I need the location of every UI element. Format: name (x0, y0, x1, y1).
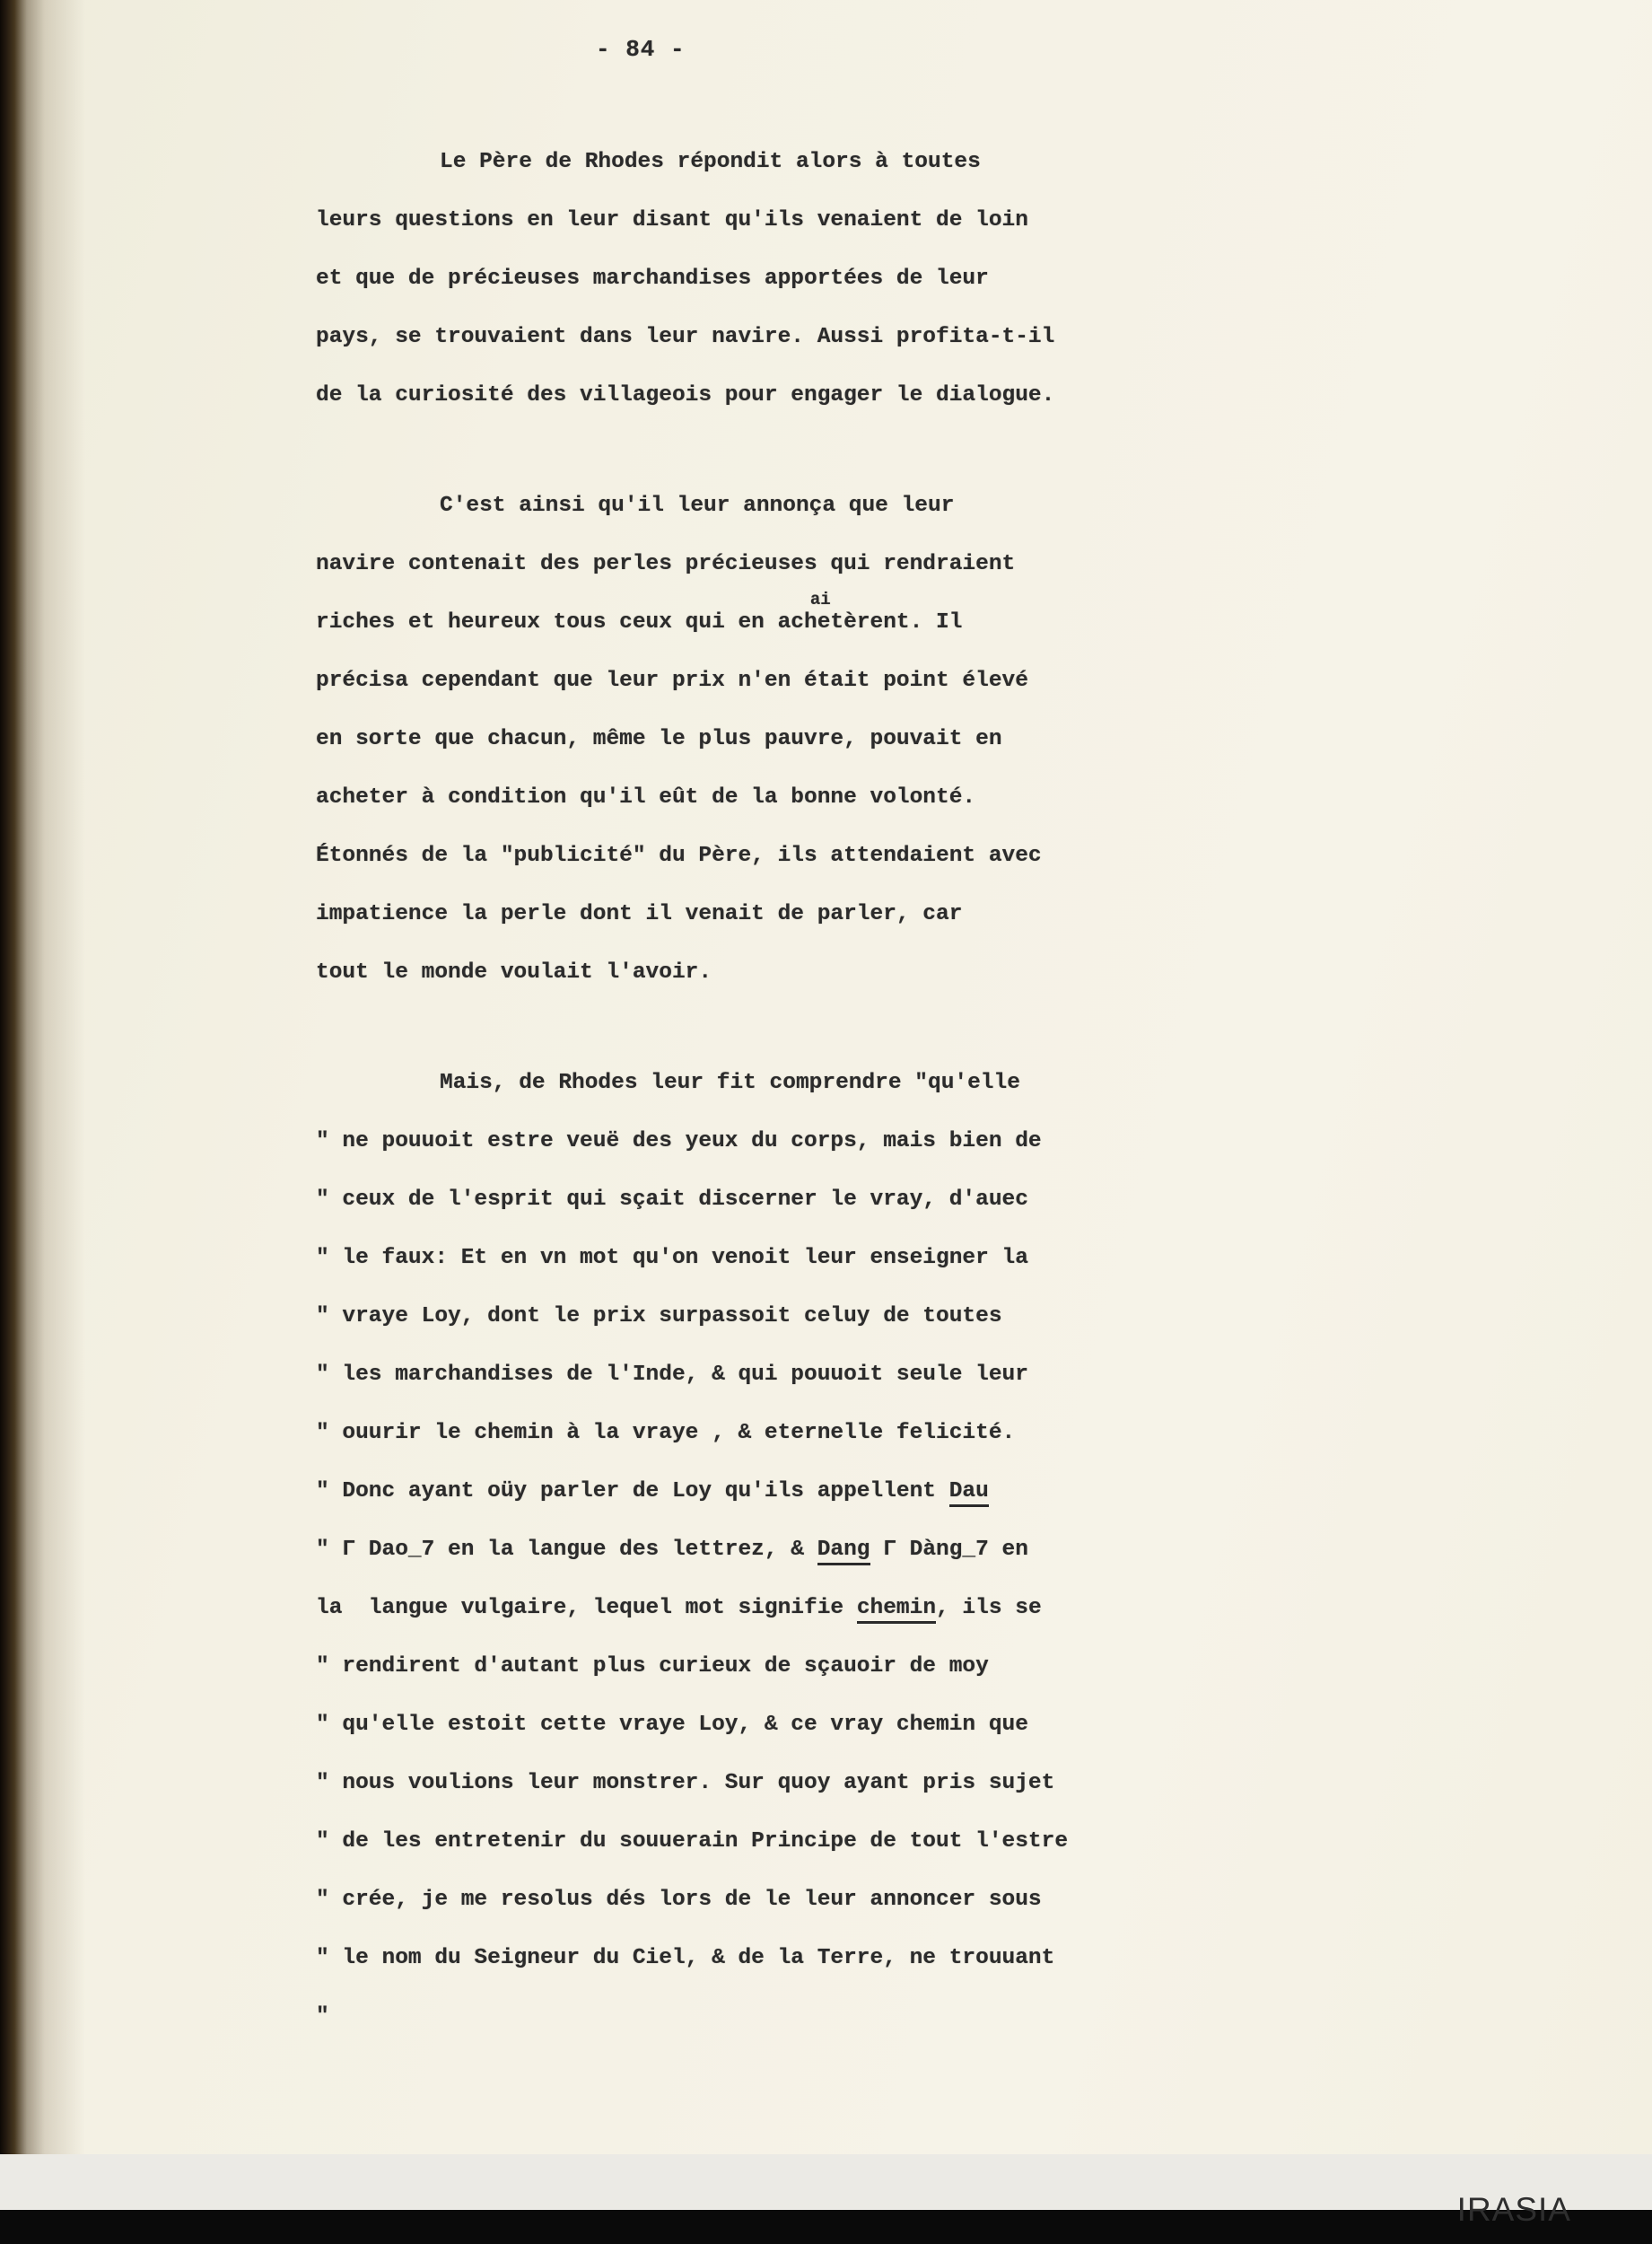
text-line: impatience la perle dont il venait de parler, car (316, 902, 963, 926)
text-line: navire contenait des perles précieuses qui rendraient (316, 552, 1016, 576)
scan-bottom-bar (0, 2210, 1652, 2244)
text-line: la langue vulgaire, lequel mot signifie chemin, ils se (316, 1579, 1447, 1637)
text-line: " Γ Dao_7 en la langue des lettrez, & Dang Γ Dàng_7 en (316, 1521, 1447, 1579)
text-line: " ne pouuoit estre veuë des yeux du corps, mais bien de (316, 1129, 1042, 1153)
text-line: " crée, je me resolus dés lors de le leur annoncer sous (316, 1888, 1042, 1912)
typewritten-text (316, 133, 1447, 2046)
text-line: " Donc ayant oüy parler de Loy qu'ils appellent Dau (316, 1462, 1447, 1521)
text-line: précisa cependant que leur prix n'en était point élevé (316, 669, 1028, 693)
watermark-label: IRASIA (1456, 2191, 1571, 2228)
text-line: Mais, de Rhodes leur fit comprendre "qu'elle (440, 1071, 1020, 1095)
text-line: " ceux de l'esprit qui sçait discerner le vray, d'auec (316, 1188, 1028, 1212)
text-line: riches et heureux tous ceux qui en achetèairent. Il (316, 590, 963, 635)
text-line: pays, se trouvaient dans leur navire. Aussi profita-t-il (316, 325, 1055, 349)
text-line: et que de précieuses marchandises apportées de leur (316, 267, 989, 291)
text-line: leurs questions en leur disant qu'ils venaient de loin (316, 208, 1028, 232)
paragraph (316, 133, 1447, 425)
text-line: " ouurir le chemin à la vraye , & eternelle felicité. (316, 1421, 1016, 1445)
text-line: " les marchandises de l'Inde, & qui pouuoit seule leur (316, 1363, 1028, 1387)
text-line: " de les entretenir du souuerain Principe de tout l'estre (316, 1829, 1069, 1854)
text-line: " vraye Loy, dont le prix surpassoit celuy de toutes (316, 1304, 1002, 1328)
text-line: " qu'elle estoit cette vraye Loy, & ce vray chemin que (316, 1713, 1028, 1737)
text-line: C'est ainsi qu'il leur annonça que leur (440, 494, 955, 518)
scan-light-band (0, 2154, 1652, 2210)
page-number: - 84 - (596, 36, 686, 63)
text-line: " rendirent d'autant plus curieux de sçauoir de moy (316, 1654, 989, 1679)
gutter-shadow (0, 0, 85, 2244)
paragraph (316, 477, 1447, 1002)
text-line: tout le monde voulait l'avoir. (316, 960, 712, 985)
text-line: " (316, 2004, 329, 2029)
text-line: en sorte que chacun, même le plus pauvre, pouvait en (316, 727, 1002, 751)
paragraph (316, 1054, 1447, 2046)
text-line: " nous voulions leur monstrer. Sur quoy ayant pris sujet (316, 1771, 1055, 1795)
text-line: acheter à condition qu'il eût de la bonne volonté. (316, 785, 976, 810)
text-line: Le Père de Rhodes répondit alors à toutes (440, 150, 981, 174)
text-line: Étonnés de la "publicité" du Père, ils attendaient avec (316, 844, 1042, 868)
text-line: " le faux: Et en vn mot qu'on venoit leur enseigner la (316, 1246, 1028, 1270)
text-line: " le nom du Seigneur du Ciel, & de la Terre, ne trouuant (316, 1946, 1055, 1970)
text-line: de la curiosité des villageois pour engager le dialogue. (316, 383, 1055, 408)
